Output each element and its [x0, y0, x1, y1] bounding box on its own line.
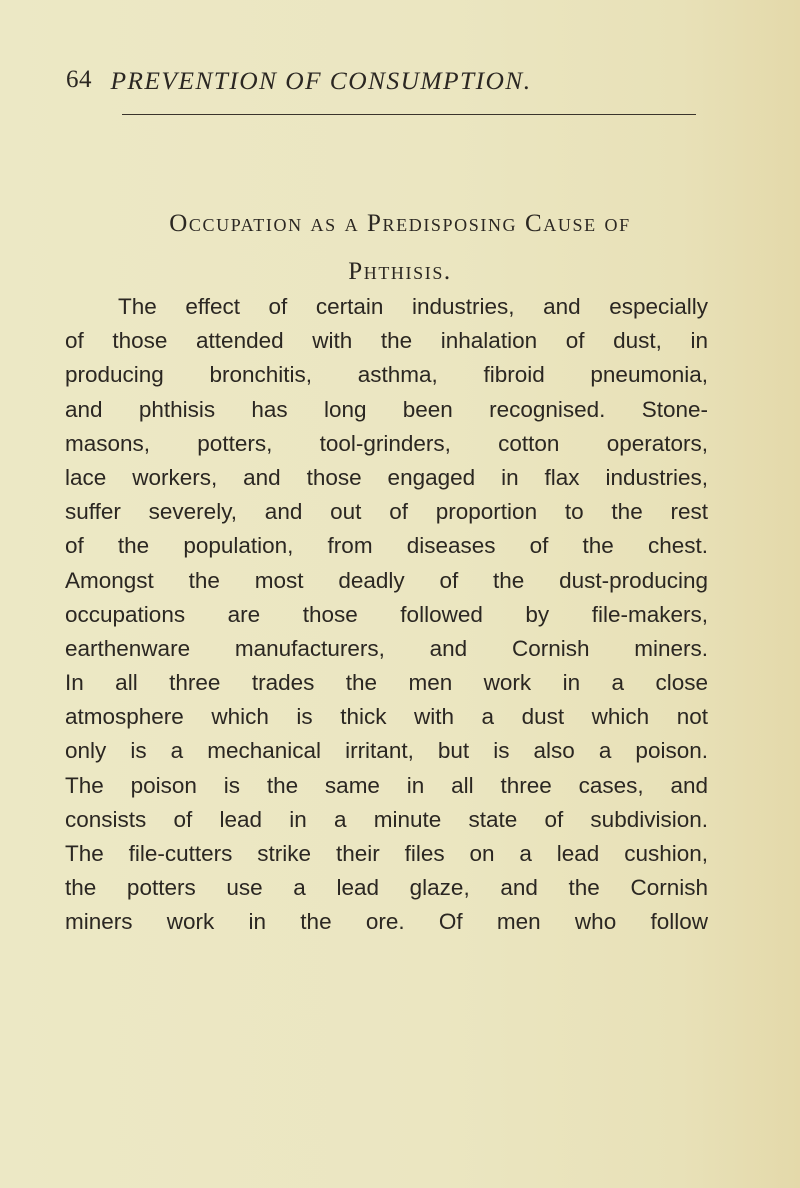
text-line: atmosphere which is thick with a dust which not	[65, 704, 708, 730]
text-line: occupations are those followed by file-makers,	[65, 601, 708, 627]
header-rule	[122, 114, 696, 115]
section-heading-line-2: Phthisis.	[348, 258, 452, 285]
body-paragraph	[65, 290, 708, 940]
running-head	[66, 66, 706, 106]
text-line: miners work in the ore. Of men who follow	[65, 909, 708, 935]
text-line: The poison is the same in all three cases, and	[65, 772, 708, 798]
text-line: the potters use a lead glaze, and the Cornish	[65, 875, 708, 901]
text-line: only is a mechanical irritant, but is also a poison.	[65, 738, 708, 764]
text-line: masons, potters, tool-grinders, cotton operators,	[65, 430, 708, 456]
section-heading	[66, 200, 734, 296]
text-line: consists of lead in a minute state of subdivision.	[65, 806, 708, 832]
text-line: suffer severely, and out of proportion to the rest	[65, 499, 708, 525]
text-line: Amongst the most deadly of the dust-producing	[65, 567, 708, 593]
text-line: The file-cutters strike their files on a lead cushion,	[65, 841, 708, 866]
section-heading-line-1: Occupation as a Predisposing Cause of	[169, 210, 631, 237]
text-line: lace workers, and those engaged in flax industries,	[65, 464, 708, 490]
page-number: 64	[66, 66, 92, 93]
text-line: and phthisis has long been recognised. Stone-	[65, 396, 708, 422]
running-title: PREVENTION OF CONSUMPTION.	[110, 66, 532, 95]
text-line: earthenware manufacturers, and Cornish miners.	[65, 635, 708, 661]
text-line: of the population, from diseases of the chest.	[65, 533, 708, 559]
text-line: The effect of certain industries, and especially	[118, 294, 708, 319]
text-line: producing bronchitis, asthma, fibroid pneumonia,	[65, 362, 708, 388]
text-line: of those attended with the inhalation of dust, in	[65, 328, 708, 354]
text-line: In all three trades the men work in a close	[65, 670, 708, 696]
